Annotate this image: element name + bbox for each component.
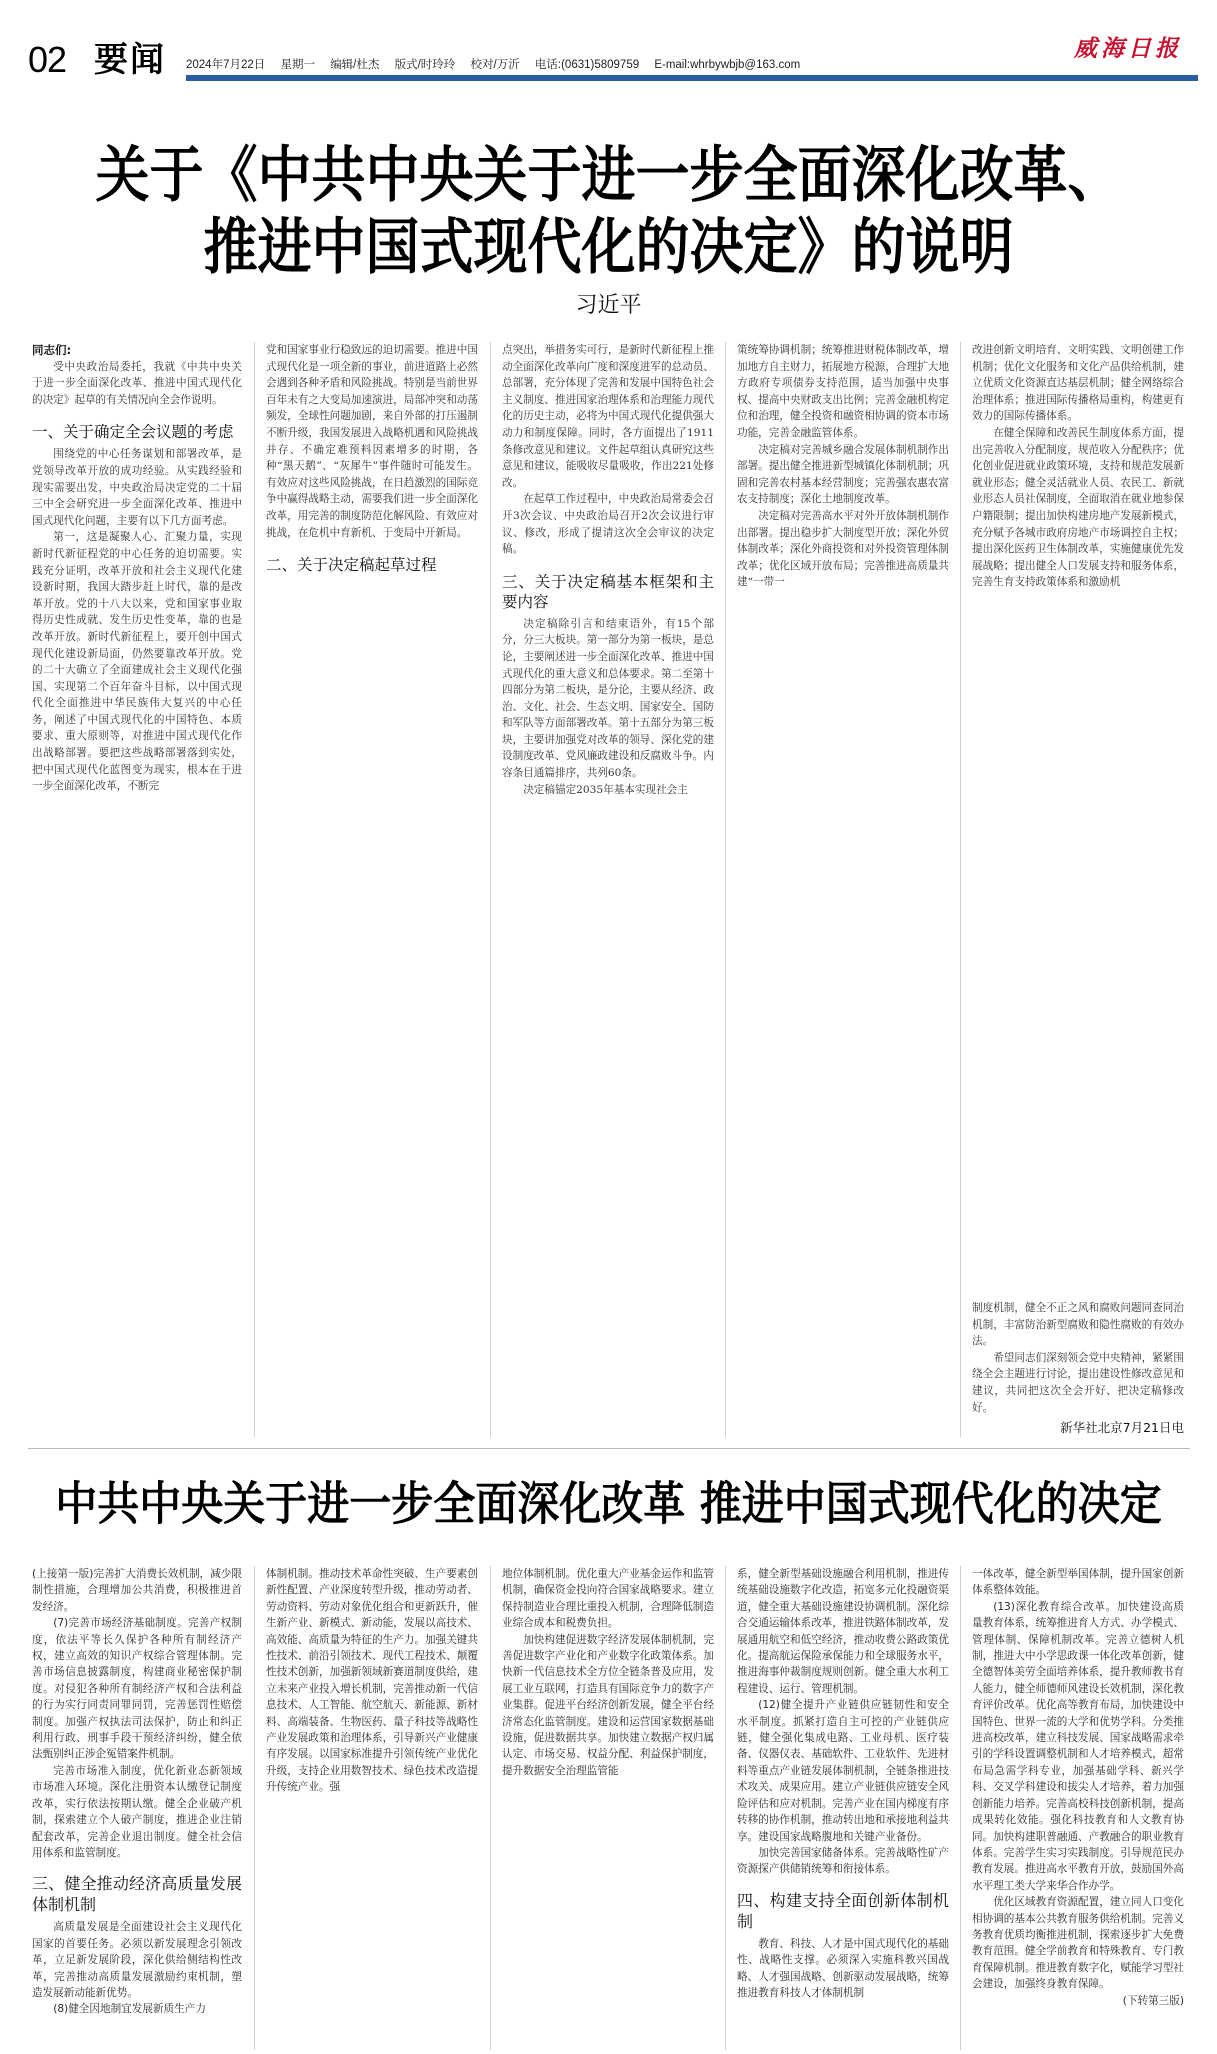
article-title-line2: 推进中国式现代化的决定》的说明 xyxy=(203,210,1014,282)
paragraph: 在健全保障和改善民生制度体系方面，提出完善收入分配制度，规范收入分配秩序；优化创业促进就业政策环境，支持和规范发展新就业形态；健全灵活就业人员、农民工、新就业形态人员社保制度，全面取消在就业地参保户籍限制；提出加快构建房地产发展新模式，充分赋予各城市政府房地产市场调控自主权；提出深化医药卫生体制改革，实施健康优先发展战略；提出健全人口发展支持和服务体系，完善生育支持政策体系和激励机 xyxy=(972,426,1184,589)
page-number: 02 xyxy=(28,39,67,80)
paragraph: 决定稿对完善高水平对外开放体制机制作出部署。提出稳步扩大制度型开放；深化外贸体制改革；深化外商投资和对外投资管理体制改革；优化区域开放布局；完善推进高质量共建“一带一 xyxy=(737,509,949,589)
paragraph: 加快构建促进数字经济发展体制机制，完善促进数字产业化和产业数字化政策体系。加快新一代信息技术全方位全链条普及应用，发展工业互联网，打造具有国际竞争力的数字产业集群。促进平台经济创新发展，健全平台经济常态化监管制度。建设和运营国家数据基础设施，促进数据共享。加快建立数据产权归属认定、市场交易、权益分配、利益保护制度，提升数据安全治理监管能 xyxy=(502,1633,714,1777)
continued-on-page-3[interactable]: (下转第三版) xyxy=(1122,1994,1184,2007)
paragraph: (8)健全因地制宜发展新质生产力 xyxy=(53,2003,206,2016)
paragraph: (7)完善市场经济基础制度。完善产权制度，依法平等长久保护各种所有制经济产权，建立高效的知识产权综合管理体制。完善市场信息披露制度，构建商业秘密保护制度。对侵犯各种所有制经济产权和合法利益的行为实行同责同罪同罚，完善惩罚性赔偿制度。加强产权执法司法保护，防止和纠正利用行政、刑事手段干预经济纠纷，健全依法甄别纠正涉企冤错案件机制。 xyxy=(32,1617,242,1761)
column-divider xyxy=(490,1566,491,2050)
intro-paragraph: 受中央政治局委托，我就《中共中央关于进一步全面深化改革、推进中国式现代化的决定》起草的有关情况向全会作说明。 xyxy=(32,360,242,406)
paragraph: 点突出，举措务实可行，是新时代新征程上推动全面深化改革向广度和深度进军的总动员、总部署，充分体现了完善和发展中国特色社会主义制度、推进国家治理体系和治理能力现代化的历史主动，必将为中国式现代化提供强大动力和制度保障。同时，各方面提出了1911条修改意见和建议。文件起草组认真研究这些意见和建议，能吸收尽量吸收，作出221处修改。 xyxy=(502,344,714,489)
paragraph: (12)健全提升产业链供应链韧性和安全水平制度。抓紧打造自主可控的产业链供应链，健全强化集成电路、工业母机、医疗装备、仪器仪表、基础软件、工业软件、先进材料等重点产业链发展体制机制，全链条推进技术攻关、成果应用。建立产业链供应链安全风险评估和应对机制。完善产业在国内梯度有序转移的协作机制，推动转出地和承接地利益共享。建设国家战略腹地和关键产业备份。 xyxy=(737,1699,949,1843)
salutation: 同志们: xyxy=(32,343,72,357)
paragraph: 一体改革，健全新型举国体制，提升国家创新体系整体效能。 xyxy=(972,1568,1184,1597)
article-column-2 xyxy=(266,342,478,1437)
section2-heading: 二、关于决定稿起草过程 xyxy=(266,556,437,575)
masthead-meta xyxy=(186,56,812,72)
article-column-5 xyxy=(972,342,1184,1437)
paragraph: (13)深化教育综合改革。加快建设高质量教育体系，统筹推进育人方式、办学模式、管理体制、保障机制改革。完善立德树人机制，推进大中小学思政课一体化改革创新，健全德智体美劳全面培养体系，提升教师教书育人能力，健全师德师风建设长效机制，深化教育评价改革。优化高等教育布局，加快建设中国特色、世界一流的大学和优势学科。分类推进高校改革，建立科技发展、国家战略需求牵引的学科设置调整机制和人才培养模式，超常布局急需学科专业，加强基础学科、新兴学科、交叉学科建设和拔尖人才培养，着力加强创新能力培养。完善高校科技创新机制，提高成果转化效能。强化科技教育和人文教育协同。加快构建职普融通、产教融合的职业教育体系。完善学生实习实践制度。引导规范民办教育发展。推进高水平教育开放，鼓励国外高水平理工类大学来华合作办学。 xyxy=(972,1600,1184,1892)
paragraph: 希望同志们深刻领会党中央精神，紧紧围绕全会主题进行讨论，提出建设性修改意见和建议，共同把这次全会开好、把决定稿修改好。 xyxy=(972,1351,1184,1414)
article-column-3 xyxy=(502,342,714,1437)
editor-credit: 编辑/杜杰 xyxy=(330,59,380,71)
column-divider xyxy=(725,1566,726,2050)
decision-column-1 xyxy=(32,1566,242,2050)
issue-weekday: 星期一 xyxy=(280,59,315,71)
section-divider xyxy=(28,1448,1190,1449)
paragraph: 完善市场准入制度，优化新业态新领域市场准入环境。深化注册资本认缴登记制度改革，实行依法按期认缴。健全企业破产机制，探索建立个人破产制度，推进企业注销配套改革，完善企业退出制度。健全社会信用体系和监管制度。 xyxy=(32,1764,242,1859)
paragraph: 第一，这是凝聚人心、汇聚力量，实现新时代新征程党的中心任务的迫切需要。实践充分证明，改革开放和社会主义现代化建设新时期，我国大踏步赶上时代，靠的是改革开放。党的十八大以来，党和国家事业取得历史性成就、发生历史性变革，靠的也是改革开放。新时代新征程上，要开创中国式现代化建设新局面，仍然要靠改革开放。党的二十大确立了全面建成社会主义现代化强国、实现第二个百年奋斗目标，以中国式现代化全面推进中华民族伟大复兴的中心任务，阐述了中国式现代化的中国特色、本质要求、重大原则等，对推进中国式现代化作出战略部署。要把这些战略部署落到实处，把中国式现代化蓝图变为现实，根本在于进一步全面深化改革，不断完 xyxy=(32,531,242,793)
article-author: 习近平 xyxy=(575,293,642,318)
article-ending xyxy=(972,1300,1184,1437)
contact-phone: 电话:(0631)5809759 xyxy=(534,59,640,71)
section-name: 要闻 xyxy=(94,40,166,80)
decision-section4-heading: 四、构建支持全面创新体制机制 xyxy=(737,1890,949,1931)
section1-heading: 一、关于确定全会议题的考虑 xyxy=(32,423,234,442)
column-divider xyxy=(960,1566,961,2050)
article-column-4 xyxy=(737,342,949,1437)
section3-heading: 三、关于决定稿基本框架和主要内容 xyxy=(502,572,714,611)
paragraph: 在起草工作过程中，中央政治局常委会召开3次会议、中央政治局召开2次会议进行审议、修改，形成了提请这次全会审议的决定稿。 xyxy=(502,493,714,556)
layout-credit: 版式/时玲玲 xyxy=(394,59,456,71)
paragraph: 围绕党的中心任务谋划和部署改革，是党领导改革开放的成功经验。从实践经验和现实需要出发，中央政治局决定党的二十届三中全会研究进一步全面深化改革、推进中国式现代化问题，主要有以下几方面考虑。 xyxy=(32,448,242,527)
article-column-1 xyxy=(32,342,242,1437)
column-divider xyxy=(254,342,255,1437)
paragraph: 决定稿除引言和结束语外，有15个部分，分三大板块。第一部分为第一板块，是总论，主要阐述进一步全面深化改革、推进中国式现代化的重大意义和总体要求。第二至第十四部分为第二板块，是分论，主要从经济、政治、文化、社会、生态文明、国家安全、国防和军队等方面部署改革。第十五部分为第三板块，主要讲加强党对改革的领导、深化党的建设制度改革、党风廉政建设和反腐败斗争。内容条目通篇排序，共列60条。 xyxy=(502,617,714,780)
column-divider xyxy=(960,342,961,1437)
paragraph: 高质量发展是全面建设社会主义现代化国家的首要任务。必须以新发展理念引领改革，立足新发展阶段，深化供给侧结构性改革，完善推动高质量发展激励约束机制，塑造发展新动能新优势。 xyxy=(32,1921,242,1999)
article-title-line1: 关于《中共中央关于进一步全面深化改革、 xyxy=(95,138,1122,210)
paragraph: 决定稿锚定2035年基本实现社会主 xyxy=(523,783,688,796)
decision-column-4 xyxy=(737,1566,949,2050)
paragraph: 改进创新文明培育、文明实践、文明创建工作机制；优化文化服务和文化产品供给机制，建立优质文化资源直达基层机制；健全网络综合治理体系；推进国际传播格局重构，构建更有效力的国际传播体系。 xyxy=(972,344,1184,423)
paragraph: (上接第一版)完善扩大消费长效机制，减少限制性措施，合理增加公共消费，积极推进首发经济。 xyxy=(32,1568,242,1613)
decision-title: 中共中央关于进一步全面深化改革 推进中国式现代化的决定 xyxy=(55,1476,1162,1531)
paragraph: 体制机制。推动技术革命性突破、生产要素创新性配置、产业深度转型升级，推动劳动者、劳动资料、劳动对象优化组合和更新跃升，催生新产业、新模式、新动能，发展以高技术、高效能、高质量为特征的生产力。加强关键共性技术、前沿引领技术、现代工程技术、颠覆性技术创新，加强新领域新赛道制度供给，建立未来产业投入增长机制，完善推动新一代信息技术、人工智能、航空航天、新能源、新材料、高端装备、生物医药、量子科技等战略性产业发展政策和治理体系，引导新兴产业健康有序发展。以国家标准提升引领传统产业优化升级，支持企业用数智技术、绿色技术改造提升传统产业。强 xyxy=(266,1568,478,1794)
proofreader-credit: 校对/万沂 xyxy=(470,59,520,71)
contact-email[interactable]: E-mail:whrbywbjb@163.com xyxy=(654,59,801,71)
newspaper-logo: 威海日报 xyxy=(1074,35,1182,62)
column-divider xyxy=(490,342,491,1437)
paragraph: 决定稿对完善城乡融合发展体制机制作出部署。提出健全推进新型城镇化体制机制；巩固和完善农村基本经营制度；完善强农惠农富农支持制度；深化土地制度改革。 xyxy=(737,443,949,506)
decision-column-5 xyxy=(972,1566,1184,2050)
paragraph: 系，健全新型基础设施融合利用机制，推进传统基础设施数字化改造，拓宽多元化投融资渠道，健全重大基础设施建设协调机制。深化综合交通运输体系改革，推进铁路体制改革，发展通用航空和低空经济，推动收费公路政策优化。提高航运保险承保能力和全球服务水平，推进海事仲裁制度规则创新。健全重大水利工程建设、运行、管理机制。 xyxy=(737,1568,949,1695)
column-divider xyxy=(725,342,726,1437)
paragraph: 策统筹协调机制；统筹推进财税体制改革，增加地方自主财力，拓展地方税源，合理扩大地方政府专项债券支持范围，适当加强中央事权、提高中央财政支出比例；完善金融机构定位和治理，健全投资和融资相协调的资本市场功能，完善金融监管体系。 xyxy=(737,344,949,439)
paragraph: 地位体制机制。优化重大产业基金运作和监管机制，确保资金投向符合国家战略要求。建立保持制造业合理比重投入机制，合理降低制造业综合成本和税费负担。 xyxy=(502,1568,714,1630)
decision-column-3 xyxy=(502,1566,714,2050)
paragraph: 优化区域教育资源配置，建立同人口变化相协调的基本公共教育服务供给机制。完善义务教育优质均衡推进机制，探索逐步扩大免费教育范围。健全学前教育和特殊教育、专门教育保障机制。推进教育数字化，赋能学习型社会建设，加强终身教育保障。 xyxy=(972,1896,1184,1991)
column-divider xyxy=(254,1566,255,2050)
paragraph: 教育、科技、人才是中国式现代化的基础性、战略性支撑。必须深入实施科教兴国战略、人才强国战略、创新驱动发展战略，统筹推进教育科技人才体制机制 xyxy=(737,1937,949,1999)
paragraph: 加快完善国家储备体系。完善战略性矿产资源探产供储销统筹和衔接体系。 xyxy=(737,1846,949,1876)
paragraph: 制度机制，健全不正之风和腐败问题同查同治机制，丰富防治新型腐败和隐性腐败的有效办法。 xyxy=(972,1302,1184,1348)
decision-column-2 xyxy=(266,1566,478,2050)
decision-section3-heading: 三、健全推动经济高质量发展体制机制 xyxy=(32,1874,242,1915)
masthead-divider xyxy=(186,75,1198,81)
paragraph: 党和国家事业行稳致远的迫切需要。推进中国式现代化是一项全新的事业，前进道路上必然会遇到各种矛盾和风险挑战。特别是当前世界百年未有之大变局加速演进，局部冲突和动荡频发，全球性问题加剧，来自外部的打压遏制不断升级，我国发展进入战略机遇和风险挑战并存、不确定难预料因素增多的时期，各种“黑天鹅”、“灰犀牛”事件随时可能发生。有效应对这些风险挑战，在日趋激烈的国际竞争中赢得战略主动，需要我们进一步全面深化改革，用完善的制度防范化解风险、有效应对挑战，在危机中育新机、于变局中开新局。 xyxy=(266,344,478,539)
masthead xyxy=(28,0,1198,80)
dateline: 新华社北京7月21日电 xyxy=(1060,1420,1184,1436)
issue-date: 2024年7月22日 xyxy=(186,59,266,71)
